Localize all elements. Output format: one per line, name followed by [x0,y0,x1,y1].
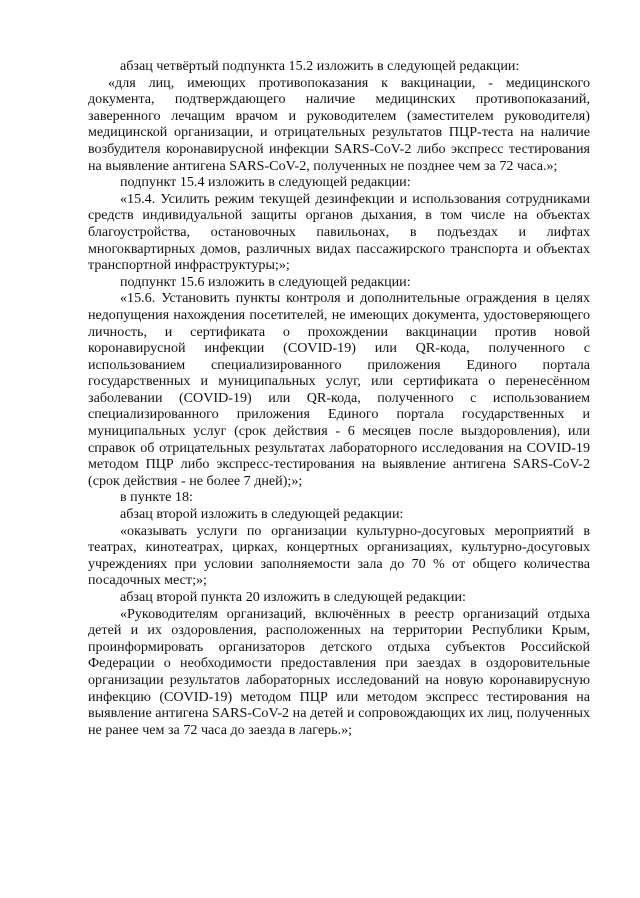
paragraph-15-4-intro: подпункт 15.4 изложить в следующей редакции: [120,174,411,191]
paragraph-18-intro: в пункте 18: [120,489,193,506]
paragraph-20-text: «Руководителям организаций, включённых в реестр организаций отдыха детей и их оздоровления, расположенных на территории Республики Крым, проинформировать организаторов детского отдыха субъектов Российской Федерации о необходимости предоставления при заездах в оздоровительные организации результатов лабораторных исследований на новую коронавирусную инфекцию (COVID-19) методом ПЦР или методом экспресс тестирования на выявление антигена SARS-CoV-2 на детей и сопровождающих их лиц, полученных не ранее чем за 72 часа до заезда в лагерь.»; [88,605,590,738]
document-body [88,58,590,738]
paragraph-18-second-text: «оказывать услуги по организации культурно-досуговых мероприятий в театрах, кинотеатрах, цирках, концертных организациях, культурно-досуговых учреждениях при условии заполняемости зала до 70 % от общего количества посадочных мест;»; [88,522,590,589]
paragraph-18-second-intro: абзац второй изложить в следующей редакции: [120,506,404,523]
paragraph-20-intro: абзац второй пункта 20 изложить в следующей редакции: [120,589,466,605]
paragraph-15-2-intro: абзац четвёртый подпункта 15.2 изложить в следующей редакции: [120,58,520,74]
paragraph-15-6-intro: подпункт 15.6 изложить в следующей редакции: [120,273,411,290]
paragraph-15-6-text: «15.6. Установить пункты контроля и дополнительные ограждения в целях недопущения нахождения посетителей, не имеющих документа, удостоверяющего личность, и сертификата о прохождении вакцинации против новой коронавирусной инфекции (COVID-19) или QR-кода, полученного с использованием специализированного приложения Единого портала государственных и муниципальных услуг, или сертификата о перенесённом заболевании (COVID-19) или QR-кода, полученного с использованием специализированного приложения Единого портала государственных и муниципальных услуг (срок действия - 6 месяцев после выздоровления), или справок об отрицательных результатах лабораторного исследования на COVID-19 методом ПЦР либо экспресс-тестирования на выявление антигена SARS-CoV-2 (срок действия - не более 7 дней);»; [88,290,590,489]
paragraph-15-2-text: «для лиц, имеющих противопоказания к вакцинации, - медицинского документа, подтверждающего наличие медицинских противопоказаний, заверенного лечащим врачом и руководителем (заместителем руководителя) медицинской организации, и отрицательных результатов ПЦР-теста на наличие возбудителя коронавирусной инфекции SARS-CoV-2 либо экспресс тестирования на выявление антигена SARS-CoV-2, полученных не позднее чем за 72 часа.»; [88,74,590,174]
paragraph-15-4-text: «15.4. Усилить режим текущей дезинфекции и использования сотрудниками средств индивидуальной защиты органов дыхания, в том числе на объектах благоустройства, остановочных павильонах, в подъездах и лифтах многоквартирных домов, различных видах пассажирского транспорта и объектах транспортной инфраструктуры;»; [88,190,590,274]
